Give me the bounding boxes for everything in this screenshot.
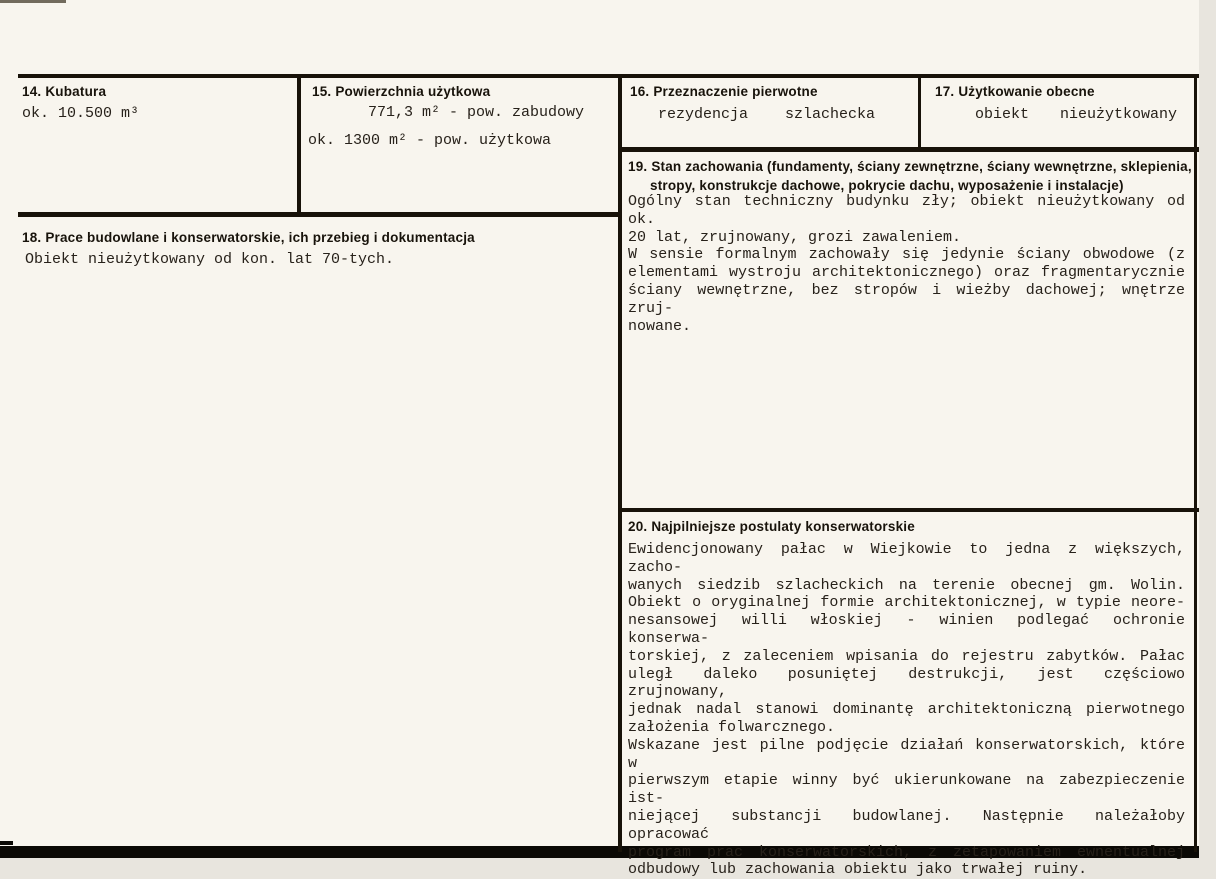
field-17-uzytkowanie-value: obiekt nieużytkowany: [975, 106, 1178, 123]
body-line: Ogólny stan techniczny budynku zły; obiekt nieużytkowany od ok.: [628, 193, 1185, 228]
body-line: ściany wewnętrzne, bez stropów i wieżby dachowej; wnętrze zruj-: [628, 281, 1185, 317]
field-18-prace-label: 18. Prace budowlane i konserwatorskie, ich przebieg i dokumentacja: [22, 230, 475, 245]
divider-under-cells-14-15: [18, 212, 622, 217]
body-line: uległ daleko posuniętej destrukcji, jest częściowo zrujnowany,: [628, 665, 1185, 701]
field-18-prace-value: Obiekt nieużytkowany od kon. lat 70-tych.: [25, 251, 395, 268]
body-line: Wskazane jest pilne podjęcie działań konserwatorskich, które w: [628, 736, 1185, 772]
body-line: założenia folwarcznego.: [628, 718, 836, 736]
divider-16-17-vertical: [918, 74, 921, 152]
body-line: Obiekt o oryginalnej formie architektonicznej, w typie neore-: [628, 594, 1185, 612]
divider-14-15-vertical: [297, 74, 301, 217]
table-top-border: [18, 74, 1199, 78]
field-19-stan-zachowania-label-line1: 19. Stan zachowania (fundamenty, ściany zewnętrzne, ściany wewnętrzne, sklepienia,: [628, 159, 1192, 174]
field-15-powierzchnia-value-line2: ok. 1300 m² - pow. użytkowa: [308, 132, 552, 149]
field-19-stan-zachowania-label-line2: stropy, konstrukcje dachowe, pokrycie dachu, wyposażenie i instalacje): [650, 178, 1124, 193]
field-16-przeznaczenie-label: 16. Przeznaczenie pierwotne: [630, 84, 818, 99]
body-line: 20 lat, zrujnowany, grozi zawaleniem.: [628, 228, 962, 246]
field-14-kubatura-value: ok. 10.500 m³: [22, 105, 140, 122]
body-line: Ewidencjonowany pałac w Wiejkowie to jedna z większych, zacho-: [628, 541, 1185, 576]
body-line: jednak nadal stanowi dominantę architektoniczną pierwotnego: [628, 701, 1185, 719]
body-line: niejącej substancji budowlanej. Następnie należałoby opracować: [628, 807, 1185, 843]
body-line: nowane.: [628, 317, 692, 335]
divider-under-section-19: [618, 508, 1199, 512]
body-line: pierwszym etapie winny być ukierunkowane na zabezpieczenie ist-: [628, 772, 1185, 808]
body-line: odbudowy lub zachowania obiektu jako trwałej ruiny.: [628, 861, 1088, 879]
scan-edge-smudge-top-left: [0, 0, 66, 3]
scan-edge-tick-bottom-left: [0, 841, 13, 845]
center-column-divider: [618, 74, 622, 852]
field-17-uzytkowanie-label: 17. Użytkowanie obecne: [935, 84, 1095, 99]
body-line: torskiej, z zaleceniem wpisania do rejestru zabytków. Pałac: [628, 647, 1185, 665]
field-15-powierzchnia-value-line1: 771,3 m² - pow. zabudowy: [368, 104, 585, 121]
field-19-stan-zachowania-body: [628, 193, 1185, 335]
field-14-kubatura-label: 14. Kubatura: [22, 84, 107, 99]
divider-under-cells-16-17: [618, 147, 1199, 152]
field-20-postulaty-label: 20. Najpilniejsze postulaty konserwatorskie: [628, 519, 915, 534]
body-line: program prac konserwatorskich, z zetapowaniem ewnentualnej: [628, 843, 1185, 861]
body-line: nesansowej willi włoskiej - winien podlegać ochronie konserwa-: [628, 612, 1185, 647]
body-line: wanych siedzib szlacheckich na terenie obecnej gm. Wolin.: [628, 576, 1185, 594]
field-20-postulaty-body: [628, 541, 1185, 879]
body-line: W sensie formalnym zachowały się jedynie ściany obwodowe (z: [628, 246, 1185, 264]
field-15-powierzchnia-label: 15. Powierzchnia użytkowa: [312, 84, 491, 99]
body-line: elementami wystroju architektonicznego) oraz fragmentarycznie: [628, 264, 1185, 282]
field-16-przeznaczenie-value: rezydencja szlachecka: [658, 106, 876, 123]
